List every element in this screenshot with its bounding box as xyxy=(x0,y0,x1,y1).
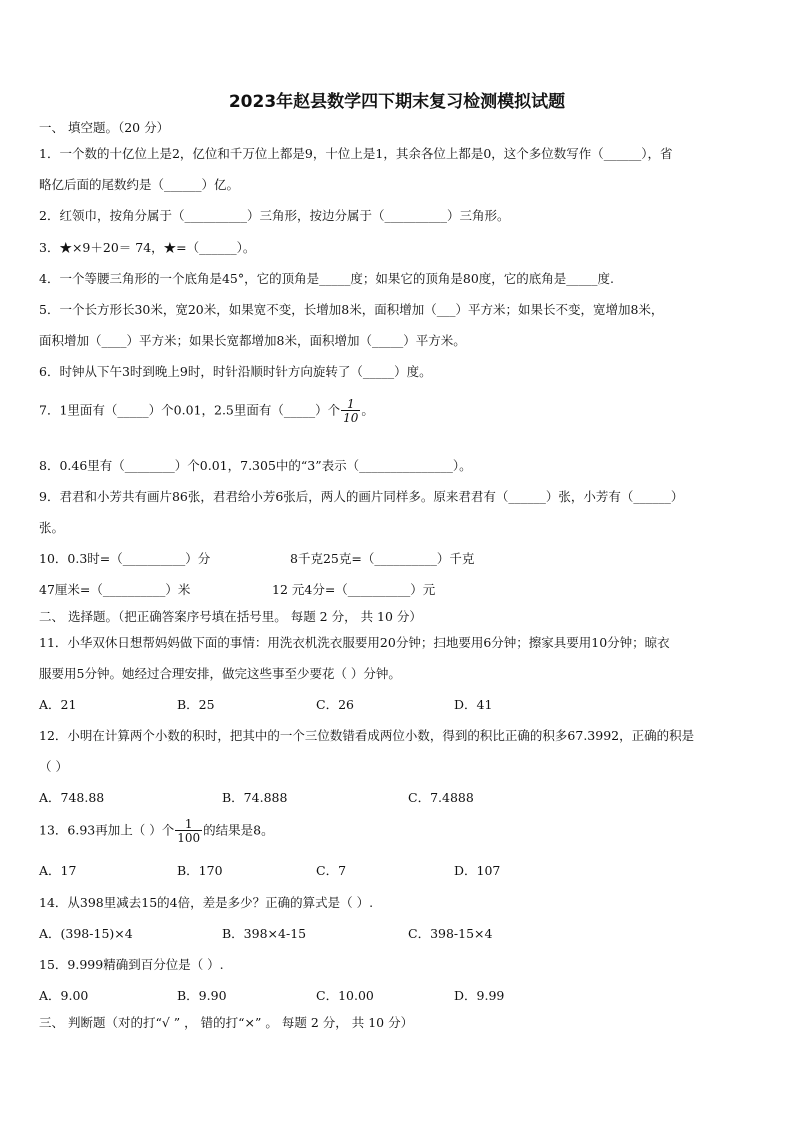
question-12-line-2: （ ） xyxy=(39,759,68,774)
question-2: 2．红领巾，按角分属于（__________）三角形，按边分属于（__________）三角形。 xyxy=(39,208,510,223)
question-11-option-d: D．41 xyxy=(454,697,493,712)
question-5-line-1: 5．一个长方形长30米，宽20米，如果宽不变，长增加8米，面积增加（___）平方米；如果长不变，宽增加8米， xyxy=(39,302,664,317)
question-11-option-b: B．25 xyxy=(177,697,215,712)
fraction-numerator: 1 xyxy=(184,817,193,831)
fraction-denominator: 100 xyxy=(177,831,201,845)
question-9-line-2: 张。 xyxy=(39,520,65,535)
question-13-text: 13．6.93再加上（ ）个 xyxy=(39,822,175,838)
question-12-option-a: A．748.88 xyxy=(39,790,105,805)
question-13-option-d: D．107 xyxy=(454,863,501,878)
question-11-line-1: 11．小华双休日想帮妈妈做下面的事情：用洗衣机洗衣服要用20分钟；扫地要用6分钟；擦家具要用10分钟；晾衣 xyxy=(39,635,670,650)
fraction-numerator: 1 xyxy=(346,397,355,411)
question-14-option-a: A．(398-15)×4 xyxy=(39,926,133,941)
question-10-b: 8千克25克=（__________）千克 xyxy=(290,551,475,566)
question-11-option-c: C．26 xyxy=(316,697,354,712)
question-15-option-c: C．10.00 xyxy=(316,988,374,1003)
question-15: 15．9.999精确到百分位是（ ）. xyxy=(39,957,224,972)
question-12-line-1: 12．小明在计算两个小数的积时，把其中的一个三位数错看成两位小数，得到的积比正确的积多67.3992，正确的积是 xyxy=(39,728,695,743)
question-5-line-2: 面积增加（____）平方米；如果长宽都增加8米，面积增加（_____）平方米。 xyxy=(39,333,466,348)
question-1-line-2: 略亿后面的尾数约是（______）亿。 xyxy=(39,177,240,192)
section-1-header: 一、 填空题。（20 分） xyxy=(39,120,170,135)
section-3-header: 三、 判断题（对的打“√ ” ， 错的打“×” 。 每题 2 分， 共 10 分） xyxy=(39,1015,414,1030)
question-13-option-a: A．17 xyxy=(39,863,77,878)
question-15-option-a: A．9.00 xyxy=(39,988,89,1003)
question-6: 6．时钟从下午3时到晚上9时，时针沿顺时针方向旋转了（_____）度。 xyxy=(39,364,432,379)
question-11-line-2: 服要用5分钟。她经过合理安排，做完这些事至少要花（ ）分钟。 xyxy=(39,666,401,681)
fraction-denominator: 10 xyxy=(343,411,359,425)
question-12-option-c: C．7.4888 xyxy=(408,790,474,805)
page-title: 2023年赵县数学四下期末复习检测模拟试题 xyxy=(228,92,566,112)
question-9-line-1: 9．君君和小芳共有画片86张，君君给小芳6张后，两人的画片同样多。原来君君有（______）张，小芳有（______） xyxy=(39,489,684,504)
question-12-option-b: B．74.888 xyxy=(222,790,288,805)
question-3: 3．★×9＋20＝ 74，★=（______）。 xyxy=(39,240,256,255)
question-10-d: 12 元4分=（__________）元 xyxy=(272,582,436,597)
question-14-option-b: B．398×4-15 xyxy=(222,926,307,941)
question-15-option-b: B．9.90 xyxy=(177,988,227,1003)
question-14-option-c: C．398-15×4 xyxy=(408,926,493,941)
question-1-line-1: 1．一个数的十亿位上是2，亿位和千万位上都是9，十位上是1，其余各位上都是0，这个多位数写作（______），省 xyxy=(39,146,673,161)
fraction-one-tenth xyxy=(341,398,360,424)
question-13-end: 的结果是8。 xyxy=(203,822,274,838)
question-13-option-c: C．7 xyxy=(316,863,347,878)
question-15-option-d: D．9.99 xyxy=(454,988,505,1003)
question-11-option-a: A．21 xyxy=(39,697,77,712)
question-10-a: 10．0.3时=（__________）分 xyxy=(39,551,211,566)
question-10-c: 47厘米=（__________）米 xyxy=(39,582,191,597)
question-13 xyxy=(39,818,274,844)
question-7-end: 。 xyxy=(361,402,374,418)
question-7 xyxy=(39,398,374,424)
question-14: 14．从398里减去15的4倍，差是多少？正确的算式是（ ）. xyxy=(39,895,374,910)
question-4: 4．一个等腰三角形的一个底角是45°，它的顶角是_____度；如果它的顶角是80度，它的底角是_____度. xyxy=(39,271,614,286)
question-7-text: 7．1里面有（_____）个0.01，2.5里面有（_____）个 xyxy=(39,402,341,418)
question-13-option-b: B．170 xyxy=(177,863,223,878)
question-8: 8．0.46里有（________）个0.01，7.305中的“3”表示（_______________）。 xyxy=(39,458,472,473)
fraction-one-hundredth xyxy=(175,818,202,844)
section-2-header: 二、 选择题。（把正确答案序号填在括号里。 每题 2 分， 共 10 分） xyxy=(39,609,422,624)
